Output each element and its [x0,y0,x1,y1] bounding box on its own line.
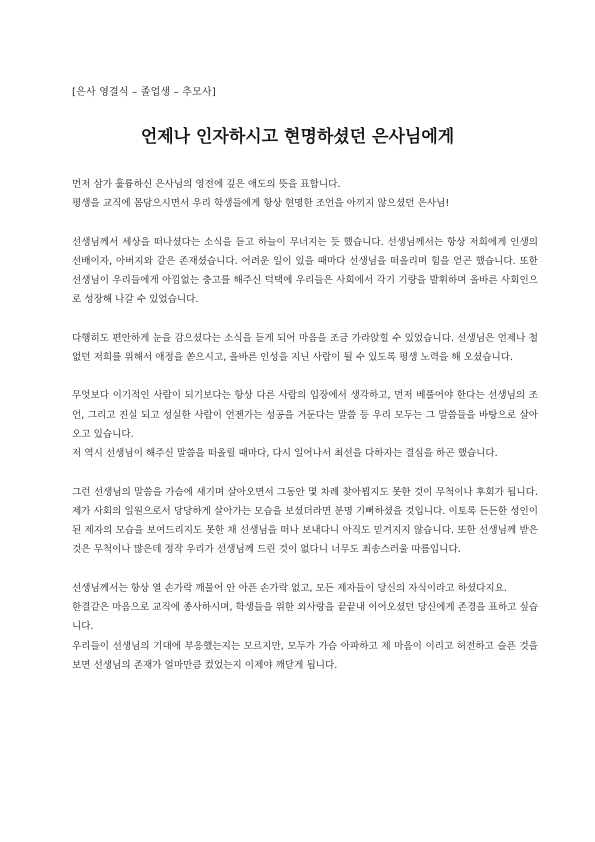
paragraph: 평생을 교직에 몸담으시면서 우리 학생들에게 항상 현명한 조언을 아끼지 않으셨던 은사님! [72,198,450,210]
paragraph: 우리들이 선생님의 기대에 부응했는지는 모르지만, 모두가 가슴 아파하고 제 마음이 이리고 허전하고 슬픈 것을 보면 선생님의 존재가 얼마만큼 컸었는지 이제야 깨닫게 됩니다. [72,640,538,671]
document-category-tag: [은사 영결식 – 졸업생 – 추모사] [72,87,216,98]
document-body [72,175,538,675]
paragraph: 그런 선생님의 말씀을 가슴에 새기며 살아오면서 그동안 몇 차례 찾아뵙지도 못한 것이 무척이나 후회가 됩니다. 제가 사회의 일원으로서 당당하게 살아가는 모습을 보셨더라면 분명 기뻐하셨을 것입니다. 이토록 든든한 성인이 된 제자의 모습을 보여드리지도 못한 채 선생님을 떠나 보내다니 아직도 믿겨지지 않습니다. 또한 선생님께 받은 것은 무척이나 많은데 정작 우리가 선생님께 드린 것이 없다니 너무도 죄송스러울 따름입니다. [72,486,538,556]
paragraph: 다행히도 편안하게 눈을 감으셨다는 소식을 듣게 되어 마음을 조금 가라앉힐 수 있었습니다. 선생님은 언제나 철없던 저희를 위해서 애정을 쏟으시고, 올바른 인성을 지닌 사람이 될 수 있도록 평생 노력을 해 오셨습니다. [72,332,538,364]
paragraph: 무엇보다 이기적인 사람이 되기보다는 항상 다른 사람의 입장에서 생각하고, 먼저 베풀어야 한다는 선생님의 조언, 그리고 진실 되고 성실한 사람이 언젠가는 성공을 거둔다는 말씀 등 우리 모두는 그 말씀들을 바탕으로 살아오고 있습니다. [72,390,538,440]
paragraph: 저 역시 선생님이 해주신 말씀을 떠올릴 때마다, 다시 일어나서 최선을 다하자는 결심을 하곤 했습니다. [72,448,498,460]
paragraph: 선생님께서는 항상 열 손가락 깨물어 안 아픈 손가락 없고, 모든 제자들이 당신의 자식이라고 하셨다지요. [72,582,507,594]
paragraph: 선생님께서 세상을 떠나셨다는 소식을 듣고 하늘이 무너지는 듯 했습니다. 선생님께서는 항상 저희에게 인생의 선배이자, 아버지와 같은 존재셨습니다. 어려운 일이 있을 때마다 선생님을 떠올리며 힘을 얻곤 했습니다. 또한 선생님이 우리들에게 아낌없는 충고를 해주신 덕택에 우리들은 사회에서 각기 기량을 발휘하며 올바른 사회인으로 성장해 나갈 수 있었습니다. [72,236,538,306]
paragraph: 한결같은 마음으로 교직에 종사하시며, 학생들을 위한 외사랑을 끝끝내 이어오셨던 당신에게 존경을 표하고 싶습니다. [72,602,538,633]
document-title: 언제나 인자하시고 현명하셨던 은사님에게 [140,127,455,147]
paragraph: 먼저 삼가 훌륭하신 은사님의 영전에 깊은 애도의 뜻을 표합니다. [72,179,341,190]
